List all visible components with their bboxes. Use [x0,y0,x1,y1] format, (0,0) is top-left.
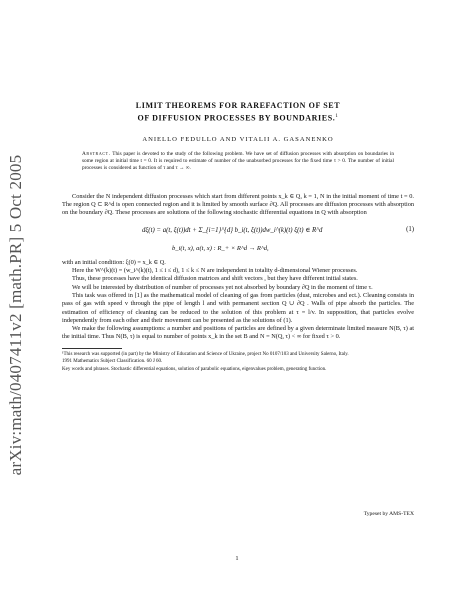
abstract [82,151,394,173]
paragraph-initial-condition: with an initial condition: ξ(0) = x_k ∈ Q. [62,258,166,266]
footnote-rule [62,348,122,349]
paper-title [62,100,414,124]
footnote-classification: 1991 Mathematics Subject Classification. 60 J 60. [62,359,163,365]
footnote-funding: ¹This research was supported (in part) by the Ministry of Education and Science of Ukraine, project No 0107/103 and University Salerno, Italy. [62,351,349,357]
page-number: 1 [235,555,239,562]
arxiv-identifier: arXiv:math/0407411v2 [math.PR] 5 Oct 2005 [6,154,25,476]
abstract-text: This paper is devoted to the study of the following problem. We have set of diffusion processes with absorption on boundaries in some region at initial time t = 0. It is required to estimate of number of the unabsorbed processes for the fixed time τ > 0. The number of initial processes is considered as function of τ and τ → ∞. [82,150,394,172]
typeset-by-ams-tex: Typeset by AMS-TEX [363,511,414,517]
paper-authors: ANIELLO FEDULLO AND VITALII A. GASANENKO [142,135,334,143]
paragraph-4: We will be interested by distribution of number of processes yet not absorbed by boundary ∂Q in the moment of time τ. [72,283,373,291]
paragraph-3: Thus, these processes have the identical diffusion matrices and shift vectors , but they have different initial states. [72,275,358,283]
arxiv-identifier-stamp [2,150,30,480]
paragraph-6: We make the following assumptions: a number and positions of particles are defined by a given determinate limited measure N(B, τ) at the initial time. Thus N(B, τ) is equal to number of points x_k in the set B and N = N(Q, τ) < ∞ for fixed τ > 0. [62,325,414,341]
paragraph-2: Here the W^(k)(t) = (w_i^(k)(t), 1 ≤ i ≤ d), 1 ≤ k ≤ N are independent in totality d-dimensional Wiener processes. [72,267,358,275]
paragraph-5: This task was offered in [1] as the mathematical model of cleaning of gas from particles (dust, microbes and ect.). Cleaning consists in pass of gas with speed v through the pipe of length l and with permanent section Q ∪ ∂Q . Walls of pipe absorb the particles. The estimation of efficiency of cleaning can be reduced to the solution of this problem at τ = l/v. In supposition, that particles evolve independently from each other and their movement can be presented as the solutions of (1). [62,291,414,324]
equation-1 [62,221,414,241]
title-line-1: LIMIT THEOREMS FOR RAREFACTION OF SET [135,101,341,110]
paragraph-1: Consider the N independent diffusion processes which start from different points x_k ∈ Q, k = 1, N in the initial moment of time t = 0. The region Q ⊂ R^d is open connected region and it is limited by smooth surface ∂Q. All processes are diffusion processes with absorption on the boundary ∂Q. These processes are solutions of the following stochastic differential equations in Q with absorption [62,192,414,217]
equation-1-number: (1) [406,225,414,233]
equation-1-formula: dξ(t) = a(t, ξ(t))dt + Σ_{i=1}^{d} b_i(t, ξ(t))dw_i^(k)(t) ξ(t) ∈ R^d [142,226,323,234]
title-line-2: OF DIFFUSION PROCESSES BY BOUNDARIES. [137,113,336,123]
equation-2-formula: b_i(t, x), a(t, x) : R_+ × R^d → R^d, [172,244,269,252]
equation-2 [62,244,414,257]
abstract-label: Abstract. [82,150,111,157]
title-footnote-mark: 1 [335,114,339,119]
footnote-keywords: Key words and phrases. Stochastic differential equations, solution of parabolic equations, eigenvalues problem, generating function. [62,366,327,372]
page-content [62,100,414,374]
